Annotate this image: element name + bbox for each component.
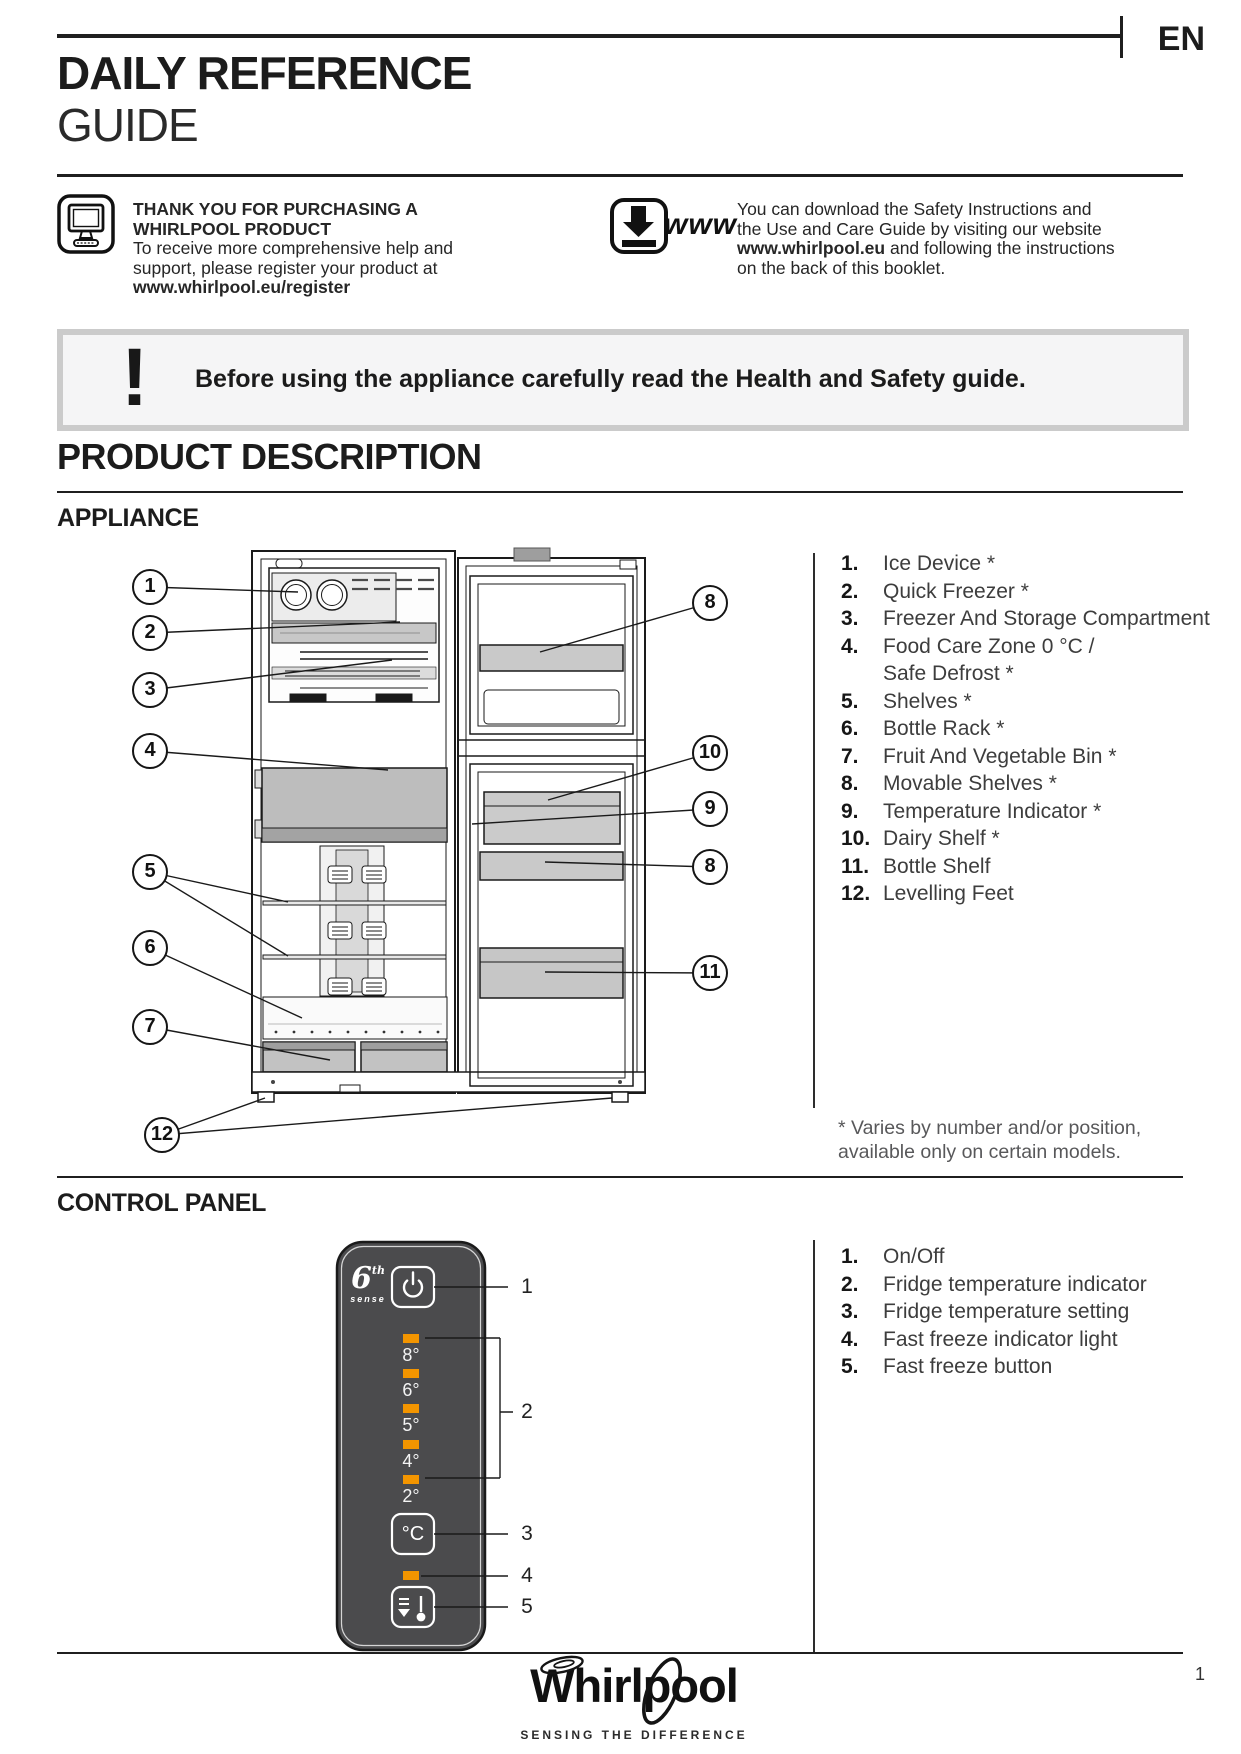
download-line1: You can download the Safety Instructions and: [737, 199, 1092, 219]
list-item: [841, 715, 1231, 743]
item-number: 1.: [841, 552, 859, 575]
callout-3: 3: [132, 672, 168, 708]
six-glyph: 6: [351, 1261, 372, 1296]
register-heading-line1: THANK YOU FOR PURCHASING A: [133, 199, 418, 219]
cp-callout-2: 2: [521, 1400, 533, 1423]
list-item: [841, 798, 1231, 826]
temp-led-2: [403, 1475, 419, 1484]
temp-led-6: [403, 1369, 419, 1378]
appliance-footnote: [838, 1116, 1198, 1164]
list-item: [841, 880, 1231, 908]
item-number: 2.: [841, 1272, 859, 1296]
list-item: [841, 633, 1231, 688]
item-number: 5.: [841, 689, 859, 713]
item-number: 3.: [841, 607, 859, 630]
list-item: [841, 1326, 1231, 1354]
section-product-description: PRODUCT DESCRIPTION: [57, 436, 482, 477]
callout-8-top: 8: [692, 585, 728, 621]
item-label: Fast freeze indicator light: [883, 1327, 1118, 1351]
page-subtitle: GUIDE: [57, 99, 198, 151]
list-item: [841, 770, 1231, 798]
item-number: 4.: [841, 1327, 859, 1351]
item-label: Bottle Shelf: [883, 854, 991, 878]
temp-led-5: [403, 1404, 419, 1413]
register-computer-icon: [57, 194, 115, 254]
list-item: [841, 853, 1231, 881]
appliance-parts-list: [841, 550, 1231, 908]
item-label: Bottle Rack *: [883, 717, 1005, 740]
download-line4: on the back of this booklet.: [737, 257, 946, 278]
item-number: 5.: [841, 1355, 859, 1378]
www-label: www: [664, 208, 738, 241]
download-line3-rest: and following the instructions: [885, 238, 1115, 258]
callout-10: 10: [692, 735, 728, 771]
callout-9: 9: [692, 791, 728, 827]
item-number: 1.: [841, 1245, 859, 1268]
download-icon: [610, 198, 668, 254]
item-number: 4.: [841, 634, 859, 658]
top-rule-tick: [1120, 16, 1123, 58]
item-label: Ice Device *: [883, 552, 996, 575]
item-label: Quick Freezer *: [883, 579, 1029, 603]
page-title: DAILY REFERENCE: [57, 47, 472, 99]
callout-12: 12: [144, 1117, 180, 1153]
item-number: 2.: [841, 579, 859, 603]
exclamation-icon: !: [121, 332, 149, 423]
list-item: [841, 1243, 1231, 1271]
warning-banner: [57, 329, 1189, 431]
item-label: Fridge temperature setting: [883, 1300, 1130, 1323]
download-text: [737, 200, 1197, 278]
warning-text: Before using the appliance carefully read the Health and Safety guide.: [195, 365, 1026, 393]
temp-label-6: 6°: [402, 1380, 420, 1400]
list-item: [841, 1353, 1231, 1381]
list-item: [841, 550, 1231, 578]
whirlpool-tagline: SENSING THE DIFFERENCE: [520, 1728, 748, 1742]
cp-callout-1: 1: [521, 1275, 533, 1298]
download-line3: [737, 239, 1197, 259]
item-label: Levelling Feet: [883, 882, 1014, 905]
appliance-list-divider: [813, 553, 815, 1108]
callout-6: 6: [132, 930, 168, 966]
list-item: [841, 1298, 1231, 1326]
temp-led-4: [403, 1440, 419, 1449]
whirlpool-logo: Whirlpool: [530, 1659, 738, 1712]
item-number: 9.: [841, 799, 859, 823]
footnote-line2: available only on certain models.: [838, 1141, 1121, 1163]
item-label: Freezer And Storage Compartment: [883, 607, 1210, 630]
callout-5: 5: [132, 854, 168, 890]
callout-7: 7: [132, 1009, 168, 1045]
register-text: [133, 200, 533, 298]
download-site-link: www.whirlpool.eu: [737, 238, 886, 258]
item-number: 12.: [841, 882, 871, 905]
celsius-button-label: °C: [401, 1523, 425, 1545]
callout-2: 2: [132, 615, 168, 651]
item-label: Fridge temperature indicator: [883, 1272, 1147, 1296]
temp-label-5: 5°: [402, 1415, 420, 1435]
item-label: Fruit And Vegetable Bin *: [883, 744, 1117, 768]
register-link: www.whirlpool.eu/register: [133, 277, 351, 297]
cp-callout-3: 3: [521, 1522, 533, 1545]
six-sup: th: [371, 1264, 385, 1277]
list-item: [841, 825, 1231, 853]
list-item: [841, 1271, 1231, 1299]
item-label: Food Care Zone 0 °C / Safe Defrost *: [883, 634, 1095, 685]
section-rule-control-panel: [57, 1176, 1183, 1178]
item-number: 10.: [841, 827, 871, 850]
item-number: 3.: [841, 1300, 859, 1323]
item-label: Fast freeze button: [883, 1355, 1053, 1378]
item-label: On/Off: [883, 1245, 945, 1268]
item-label: Movable Shelves *: [883, 772, 1057, 795]
control-panel-list: [841, 1243, 1231, 1381]
fast-freeze-led: [403, 1571, 419, 1580]
callout-1: 1: [132, 569, 168, 605]
footnote-line1: * Varies by number and/or position,: [838, 1117, 1142, 1139]
language-badge: EN: [1157, 20, 1205, 58]
temp-label-2: 2°: [402, 1486, 420, 1506]
temp-led-8: [403, 1334, 419, 1343]
sixth-sense-logo: [344, 1261, 392, 1304]
callout-8-bottom: 8: [692, 849, 728, 885]
title-divider: [57, 174, 1183, 177]
item-number: 11.: [841, 854, 870, 878]
page-number: 1: [1194, 1664, 1205, 1684]
temp-label-4: 4°: [402, 1451, 420, 1471]
cp-callout-4: 4: [521, 1564, 533, 1587]
item-number: 6.: [841, 717, 859, 740]
callout-11: 11: [692, 955, 728, 991]
download-line2: the Use and Care Guide by visiting our website: [737, 218, 1102, 239]
control-list-divider: [813, 1240, 815, 1652]
whirlpool-logo-swirls: [500, 1645, 768, 1745]
register-body-line2: support, please register your product at: [133, 257, 438, 278]
item-label: Dairy Shelf *: [883, 827, 1000, 850]
register-heading-line2: WHIRLPOOL PRODUCT: [133, 218, 332, 239]
item-label: Shelves *: [883, 689, 972, 713]
top-rule: [57, 34, 1122, 38]
temp-label-8: 8°: [402, 1345, 420, 1365]
list-item: [841, 688, 1231, 716]
callout-4: 4: [132, 733, 168, 769]
section-rule-appliance: [57, 491, 1183, 493]
sense-label: sense: [350, 1294, 386, 1304]
list-item: [841, 743, 1231, 771]
register-body-line1: To receive more comprehensive help and: [133, 238, 454, 258]
item-label: Temperature Indicator *: [883, 799, 1102, 823]
list-item: [841, 605, 1231, 633]
item-number: 7.: [841, 744, 859, 768]
subsection-appliance: APPLIANCE: [57, 504, 199, 532]
item-number: 8.: [841, 772, 859, 795]
list-item: [841, 578, 1231, 606]
cp-callout-5: 5: [521, 1595, 533, 1618]
appliance-diagram: [140, 540, 760, 1165]
subsection-control-panel: CONTROL PANEL: [57, 1189, 267, 1217]
